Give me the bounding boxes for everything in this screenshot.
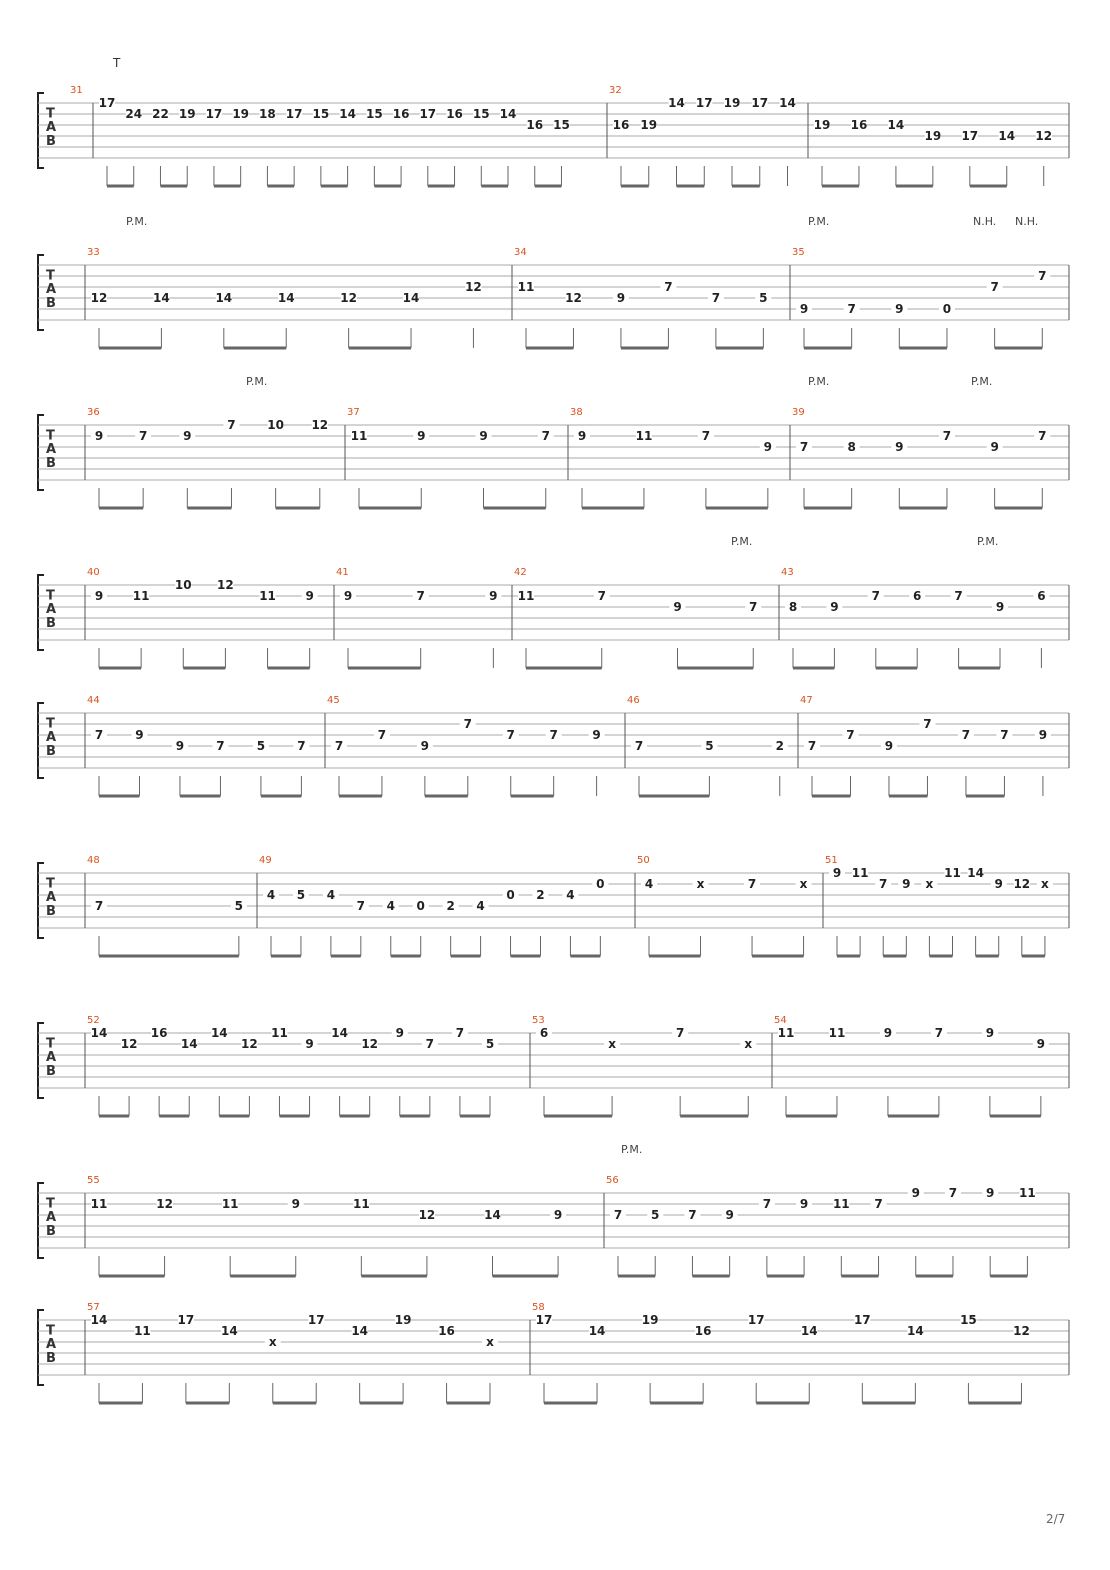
tab-clef-letter: T bbox=[46, 428, 55, 444]
fret-number: 6 bbox=[539, 1026, 549, 1040]
fret-number: 14 bbox=[220, 1324, 238, 1338]
fret-number: 9 bbox=[995, 600, 1005, 614]
fret-number: 15 bbox=[312, 107, 330, 121]
tab-clef-letter: A bbox=[46, 1337, 57, 1353]
fret-number: 4 bbox=[644, 877, 654, 891]
measure-number: 50 bbox=[637, 855, 650, 866]
fret-number: 17 bbox=[853, 1313, 871, 1327]
fret-number: 5 bbox=[256, 739, 266, 753]
fret-number: 12 bbox=[156, 1197, 173, 1211]
technique-annotation: N.H. bbox=[973, 215, 997, 228]
fret-number: 9 bbox=[884, 739, 894, 753]
fret-number: 5 bbox=[485, 1037, 495, 1051]
fret-number: 9 bbox=[763, 440, 773, 454]
fret-number: 9 bbox=[832, 866, 842, 880]
fret-number: 7 bbox=[541, 429, 550, 443]
fret-number: x bbox=[744, 1037, 753, 1051]
fret-number: 7 bbox=[847, 302, 856, 316]
tab-clef-letter: T bbox=[46, 1036, 55, 1052]
fret-number: 6 bbox=[1037, 589, 1046, 603]
fret-number: 17 bbox=[961, 129, 979, 143]
fret-number: 9 bbox=[986, 1186, 995, 1200]
fret-number: x bbox=[925, 877, 934, 891]
fret-number: 9 bbox=[291, 1197, 300, 1211]
fret-number: 14 bbox=[887, 118, 905, 132]
fret-number: 7 bbox=[1000, 728, 1009, 742]
fret-number: 14 bbox=[588, 1324, 606, 1338]
fret-number: 14 bbox=[402, 291, 420, 305]
tab-clef-letter: B bbox=[46, 295, 56, 311]
measure-number: 55 bbox=[87, 1175, 100, 1186]
fret-number: 12 bbox=[241, 1037, 258, 1051]
fret-number: 17 bbox=[535, 1313, 553, 1327]
fret-number: 15 bbox=[553, 118, 570, 132]
fret-number: 7 bbox=[463, 717, 472, 731]
fret-number: 9 bbox=[895, 440, 904, 454]
fret-number: 12 bbox=[465, 280, 482, 294]
technique-annotation: P.M. bbox=[126, 215, 148, 228]
tab-clef-letter: A bbox=[46, 120, 57, 136]
fret-number: 11 bbox=[635, 429, 653, 443]
fret-number: 0 bbox=[506, 888, 515, 902]
measure-number: 42 bbox=[514, 567, 527, 578]
fret-number: 19 bbox=[813, 118, 831, 132]
measure-number: 39 bbox=[792, 407, 805, 418]
fret-number: 14 bbox=[668, 96, 685, 110]
fret-number: 14 bbox=[215, 291, 233, 305]
fret-number: 19 bbox=[640, 118, 658, 132]
fret-number: 7 bbox=[948, 1186, 958, 1200]
measure-number: 46 bbox=[627, 695, 640, 706]
fret-number: 16 bbox=[694, 1324, 712, 1338]
fret-number: 2 bbox=[536, 888, 545, 902]
tab-clef-letter: A bbox=[46, 1210, 57, 1226]
fret-number: 17 bbox=[177, 1313, 195, 1327]
fret-number: 14 bbox=[779, 96, 796, 110]
measure-number: 56 bbox=[606, 1175, 619, 1186]
tab-clef-letter: B bbox=[46, 615, 56, 631]
fret-number: 9 bbox=[911, 1186, 920, 1200]
fret-number: 7 bbox=[334, 739, 344, 753]
measure-number: 40 bbox=[87, 567, 100, 578]
fret-number: 14 bbox=[153, 291, 170, 305]
fret-number: 19 bbox=[924, 129, 942, 143]
system-bracket bbox=[38, 1183, 44, 1258]
fret-number: 14 bbox=[277, 291, 295, 305]
fret-number: 11 bbox=[134, 1324, 151, 1338]
fret-number: x bbox=[608, 1037, 616, 1051]
fret-number: 9 bbox=[830, 600, 839, 614]
page-number: 2/7 bbox=[1046, 1512, 1066, 1526]
fret-number: 11 bbox=[777, 1026, 795, 1040]
fret-number: 7 bbox=[749, 600, 758, 614]
tab-clef-letter: A bbox=[46, 442, 57, 458]
fret-number: 7 bbox=[799, 440, 809, 454]
fret-number: 14 bbox=[331, 1026, 348, 1040]
fret-number: 9 bbox=[577, 429, 587, 443]
fret-number: 7 bbox=[990, 280, 999, 294]
fret-number: 16 bbox=[150, 1026, 168, 1040]
fret-number: 7 bbox=[675, 1026, 685, 1040]
fret-number: 16 bbox=[850, 118, 868, 132]
fret-number: 8 bbox=[788, 600, 798, 614]
fret-number: 14 bbox=[210, 1026, 228, 1040]
fret-number: 17 bbox=[695, 96, 713, 110]
fret-number: 12 bbox=[311, 418, 329, 432]
technique-annotation: N.H. bbox=[1015, 215, 1039, 228]
fret-number: 7 bbox=[416, 589, 425, 603]
measure-number: 58 bbox=[532, 1302, 545, 1313]
fret-number: 7 bbox=[688, 1208, 697, 1222]
fret-number: x bbox=[268, 1335, 277, 1349]
fret-number: 9 bbox=[985, 1026, 995, 1040]
tab-clef-letter: T bbox=[46, 716, 55, 732]
tab-clef-letter: B bbox=[46, 1223, 56, 1239]
measure-number: 49 bbox=[259, 855, 272, 866]
tab-clef-letter: A bbox=[46, 730, 57, 746]
technique-annotation: P.M. bbox=[731, 535, 753, 548]
fret-number: 7 bbox=[613, 1208, 623, 1222]
measure-number: 48 bbox=[87, 855, 100, 866]
measure-number: 36 bbox=[87, 407, 100, 418]
fret-number: 11 bbox=[1019, 1186, 1036, 1200]
fret-number: 5 bbox=[651, 1208, 660, 1222]
fret-number: 9 bbox=[883, 1026, 893, 1040]
fret-number: 7 bbox=[879, 877, 888, 891]
fret-number: 0 bbox=[596, 877, 605, 891]
fret-number: 11 bbox=[944, 866, 961, 880]
tab-clef-letter: B bbox=[46, 1063, 56, 1079]
fret-number: 7 bbox=[506, 728, 515, 742]
fret-number: 7 bbox=[871, 589, 880, 603]
fret-number: 9 bbox=[553, 1208, 563, 1222]
fret-number: 2 bbox=[775, 739, 784, 753]
fret-number: 11 bbox=[828, 1026, 846, 1040]
technique-annotation: P.M. bbox=[621, 1143, 643, 1156]
fret-number: 5 bbox=[705, 739, 714, 753]
fret-number: 17 bbox=[419, 107, 437, 121]
fret-number: 18 bbox=[259, 107, 276, 121]
fret-number: 7 bbox=[711, 291, 721, 305]
tab-clef-letter: A bbox=[46, 282, 57, 298]
measure-number: 57 bbox=[87, 1302, 100, 1313]
tab-clef-letter: B bbox=[46, 133, 56, 149]
measure-number: 52 bbox=[87, 1015, 100, 1026]
fret-number: 7 bbox=[634, 739, 644, 753]
technique-annotation: P.M. bbox=[808, 375, 830, 388]
fret-number: 5 bbox=[759, 291, 768, 305]
fret-number: 9 bbox=[902, 877, 911, 891]
measure-number: 53 bbox=[532, 1015, 545, 1026]
system-bracket bbox=[38, 863, 44, 938]
fret-number: 14 bbox=[90, 1026, 108, 1040]
fret-number: 16 bbox=[392, 107, 410, 121]
fret-number: 19 bbox=[723, 96, 741, 110]
fret-number: 17 bbox=[747, 1313, 765, 1327]
fret-number: 9 bbox=[305, 1037, 314, 1051]
fret-number: 7 bbox=[455, 1026, 465, 1040]
fret-number: 7 bbox=[961, 728, 971, 742]
technique-annotation: P.M. bbox=[971, 375, 993, 388]
fret-number: 7 bbox=[874, 1197, 883, 1211]
fret-number: 11 bbox=[259, 589, 276, 603]
fret-number: 9 bbox=[489, 589, 498, 603]
fret-number: 11 bbox=[271, 1026, 288, 1040]
fret-number: 4 bbox=[326, 888, 336, 902]
tab-clef-letter: T bbox=[46, 106, 55, 122]
fret-number: 14 bbox=[499, 107, 517, 121]
fret-number: 7 bbox=[701, 429, 711, 443]
fret-number: 9 bbox=[175, 739, 185, 753]
measure-number: 44 bbox=[87, 695, 100, 706]
fret-number: 0 bbox=[416, 899, 425, 913]
fret-number: 7 bbox=[1038, 429, 1047, 443]
fret-number: 9 bbox=[305, 589, 314, 603]
fret-number: 16 bbox=[612, 118, 630, 132]
tab-clef-letter: A bbox=[46, 602, 57, 618]
fret-number: 7 bbox=[227, 418, 236, 432]
fret-number: 7 bbox=[216, 739, 225, 753]
measure-number: 43 bbox=[781, 567, 794, 578]
fret-number: 17 bbox=[751, 96, 769, 110]
fret-number: 12 bbox=[1035, 129, 1053, 143]
fret-number: 9 bbox=[420, 739, 430, 753]
measure-number: 38 bbox=[570, 407, 583, 418]
fret-number: 7 bbox=[297, 739, 306, 753]
fret-number: 19 bbox=[178, 107, 196, 121]
fret-number: 7 bbox=[942, 429, 952, 443]
fret-number: x bbox=[696, 877, 705, 891]
tab-clef-letter: B bbox=[46, 903, 56, 919]
fret-number: 14 bbox=[484, 1208, 501, 1222]
tab-clef-letter: A bbox=[46, 890, 57, 906]
tab-clef-letter: T bbox=[46, 876, 55, 892]
fret-number: 5 bbox=[296, 888, 306, 902]
measure-number: 37 bbox=[347, 407, 360, 418]
fret-number: 0 bbox=[942, 302, 952, 316]
system-bracket bbox=[38, 255, 44, 330]
fret-number: 12 bbox=[565, 291, 582, 305]
fret-number: 9 bbox=[1038, 728, 1048, 742]
system-bracket bbox=[38, 703, 44, 778]
fret-number: x bbox=[486, 1335, 494, 1349]
fret-number: 12 bbox=[1013, 877, 1031, 891]
measure-number: 54 bbox=[774, 1015, 787, 1026]
fret-number: 11 bbox=[90, 1197, 108, 1211]
fret-number: 14 bbox=[180, 1037, 198, 1051]
fret-number: 7 bbox=[549, 728, 558, 742]
fret-number: 22 bbox=[152, 107, 169, 121]
fret-number: 9 bbox=[994, 877, 1003, 891]
fret-number: 7 bbox=[1038, 269, 1047, 283]
measure-number: 34 bbox=[514, 247, 527, 258]
fret-number: 12 bbox=[340, 291, 357, 305]
fret-number: 9 bbox=[673, 600, 682, 614]
fret-number: 9 bbox=[135, 728, 144, 742]
system-bracket bbox=[38, 1023, 44, 1098]
fret-number: 7 bbox=[846, 728, 855, 742]
fret-number: 10 bbox=[267, 418, 284, 432]
fret-number: 14 bbox=[800, 1324, 818, 1338]
fret-number: 11 bbox=[221, 1197, 239, 1211]
fret-number: 11 bbox=[517, 589, 535, 603]
tab-clef-letter: B bbox=[46, 1350, 56, 1366]
fret-number: 7 bbox=[94, 728, 104, 742]
fret-number: 14 bbox=[907, 1324, 924, 1338]
fret-number: 9 bbox=[94, 429, 104, 443]
fret-number: 15 bbox=[960, 1313, 977, 1327]
fret-number: 12 bbox=[1013, 1324, 1030, 1338]
fret-number: 17 bbox=[285, 107, 303, 121]
fret-number: 7 bbox=[923, 717, 932, 731]
fret-number: 11 bbox=[352, 1197, 370, 1211]
fret-number: 14 bbox=[339, 107, 356, 121]
fret-number: 17 bbox=[205, 107, 223, 121]
tab-clef-letter: T bbox=[46, 1323, 55, 1339]
fret-number: 7 bbox=[934, 1026, 944, 1040]
fret-number: 9 bbox=[343, 589, 353, 603]
system-bracket bbox=[38, 575, 44, 650]
fret-number: 9 bbox=[94, 589, 104, 603]
fret-number: 14 bbox=[998, 129, 1016, 143]
fret-number: 9 bbox=[799, 302, 809, 316]
fret-number: 7 bbox=[664, 280, 673, 294]
fret-number: 19 bbox=[641, 1313, 659, 1327]
measure-number: 32 bbox=[609, 85, 622, 96]
technique-annotation: P.M. bbox=[977, 535, 999, 548]
technique-annotation: P.M. bbox=[808, 215, 830, 228]
fret-number: 4 bbox=[566, 888, 575, 902]
fret-number: 11 bbox=[517, 280, 535, 294]
header-mark: T bbox=[113, 56, 121, 70]
fret-number: 15 bbox=[472, 107, 490, 121]
fret-number: 7 bbox=[425, 1037, 435, 1051]
fret-number: 24 bbox=[125, 107, 143, 121]
fret-number: 17 bbox=[98, 96, 116, 110]
fret-number: 7 bbox=[807, 739, 817, 753]
fret-number: 11 bbox=[350, 429, 368, 443]
system-bracket bbox=[38, 93, 44, 168]
fret-number: 12 bbox=[361, 1037, 379, 1051]
fret-number: 19 bbox=[394, 1313, 412, 1327]
fret-number: 9 bbox=[725, 1208, 734, 1222]
fret-number: 16 bbox=[438, 1324, 455, 1338]
fret-number: 17 bbox=[307, 1313, 325, 1327]
measure-number: 35 bbox=[792, 247, 805, 258]
measure-number: 31 bbox=[70, 85, 83, 96]
fret-number: 9 bbox=[1036, 1037, 1046, 1051]
measure-number: 51 bbox=[825, 855, 838, 866]
fret-number: 7 bbox=[377, 728, 387, 742]
fret-number: 14 bbox=[967, 866, 984, 880]
fret-number: 14 bbox=[90, 1313, 108, 1327]
fret-number: x bbox=[799, 877, 808, 891]
fret-number: 10 bbox=[174, 578, 192, 592]
fret-number: 9 bbox=[183, 429, 192, 443]
fret-number: 4 bbox=[266, 888, 276, 902]
fret-number: 9 bbox=[417, 429, 426, 443]
fret-number: 5 bbox=[234, 899, 244, 913]
fret-number: 7 bbox=[138, 429, 148, 443]
tab-clef-letter: B bbox=[46, 743, 56, 759]
measure-number: 45 bbox=[327, 695, 340, 706]
system-bracket bbox=[38, 1310, 44, 1385]
fret-number: 12 bbox=[90, 291, 108, 305]
measure-number: 47 bbox=[800, 695, 813, 706]
fret-number: 6 bbox=[913, 589, 922, 603]
technique-annotation: P.M. bbox=[246, 375, 268, 388]
fret-number: 16 bbox=[446, 107, 463, 121]
system-bracket bbox=[38, 415, 44, 490]
measure-number: 41 bbox=[336, 567, 349, 578]
fret-number: 7 bbox=[747, 877, 757, 891]
tab-clef-letter: B bbox=[46, 455, 56, 471]
fret-number: 12 bbox=[418, 1208, 436, 1222]
tab-clef-letter: T bbox=[46, 1196, 55, 1212]
fret-number: 9 bbox=[616, 291, 626, 305]
fret-number: x bbox=[1041, 877, 1049, 891]
fret-number: 11 bbox=[132, 589, 150, 603]
fret-number: 4 bbox=[386, 899, 395, 913]
fret-number: 2 bbox=[446, 899, 455, 913]
tab-clef-letter: A bbox=[46, 1050, 57, 1066]
fret-number: 8 bbox=[847, 440, 856, 454]
fret-number: 12 bbox=[217, 578, 234, 592]
fret-number: 9 bbox=[592, 728, 601, 742]
fret-number: 15 bbox=[365, 107, 383, 121]
tab-clef-letter: T bbox=[46, 588, 55, 604]
fret-number: 12 bbox=[120, 1037, 138, 1051]
fret-number: 9 bbox=[479, 429, 488, 443]
fret-number: 9 bbox=[895, 302, 904, 316]
tab-clef-letter: T bbox=[46, 268, 55, 284]
fret-number: 4 bbox=[476, 899, 485, 913]
fret-number: 7 bbox=[356, 899, 366, 913]
measure-number: 33 bbox=[87, 247, 100, 258]
fret-number: 9 bbox=[395, 1026, 404, 1040]
fret-number: 19 bbox=[232, 107, 250, 121]
fret-number: 7 bbox=[762, 1197, 772, 1211]
fret-number: 9 bbox=[990, 440, 999, 454]
fret-number: 7 bbox=[954, 589, 963, 603]
fret-number: 9 bbox=[799, 1197, 809, 1211]
fret-number: 16 bbox=[526, 118, 544, 132]
fret-number: 7 bbox=[94, 899, 104, 913]
fret-number: 14 bbox=[351, 1324, 369, 1338]
fret-number: 11 bbox=[851, 866, 869, 880]
fret-number: 11 bbox=[832, 1197, 850, 1211]
fret-number: 7 bbox=[597, 589, 606, 603]
